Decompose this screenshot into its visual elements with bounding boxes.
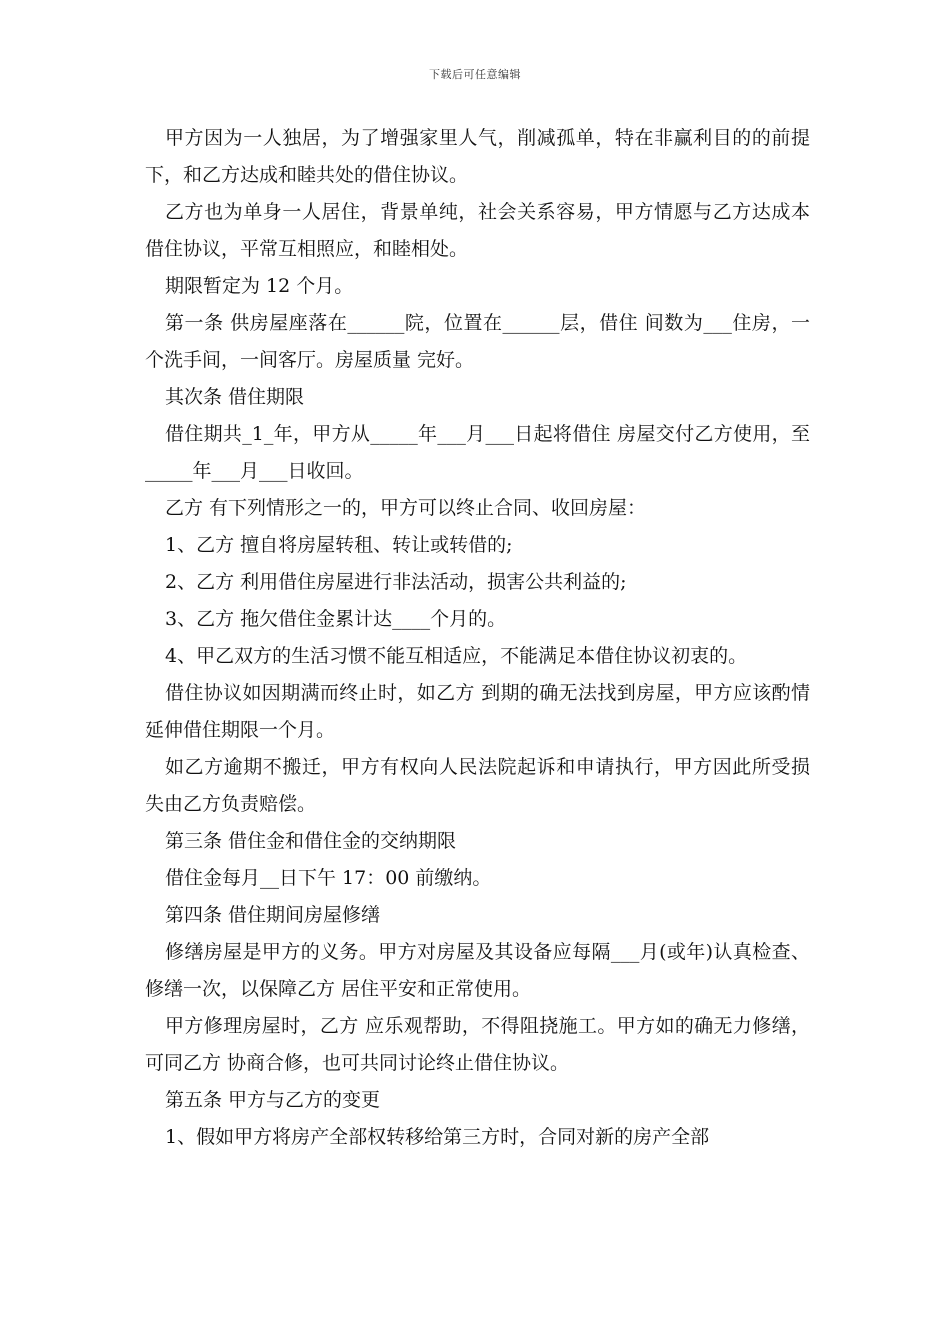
paragraph-16: 第四条 借住期间房屋修缮 — [165, 904, 381, 926]
paragraph-18: 甲方修理房屋时，乙方 应乐观帮助，不得阻挠施工。甲方如的确无力修缮，可同乙方 协商合修，也可共同讨论终止借住协议。 — [145, 1015, 810, 1074]
paragraph-1: 甲方因为一人独居，为了增强家里人气，削减孤单，特在非赢利目的的前提下，和乙方达成和睦共处的借住协议。 — [145, 127, 810, 186]
page-header-note: 下载后可任意编辑 — [429, 68, 521, 81]
paragraph-14: 第三条 借住金和借住金的交纳期限 — [165, 830, 457, 852]
paragraph-13: 如乙方逾期不搬迁，甲方有权向人民法院起诉和申请执行，甲方因此所受损失由乙方负责赔偿。 — [145, 756, 810, 815]
paragraph-12: 借住协议如因期满而终止时，如乙方 到期的确无法找到房屋，甲方应该酌情延伸借住期限一个月。 — [145, 682, 810, 741]
document-body — [145, 120, 810, 1156]
paragraph-3: 期限暂定为 12 个月。 — [165, 275, 354, 297]
paragraph-8: 1、乙方 擅自将房屋转租、转让或转借的; — [165, 534, 513, 556]
paragraph-9: 2、乙方 利用借住房屋进行非法活动，损害公共利益的; — [165, 571, 627, 593]
paragraph-5: 其次条 借住期限 — [165, 386, 305, 408]
paragraph-20: 1、假如甲方将房产全部权转移给第三方时，合同对新的房产全部 — [165, 1126, 710, 1148]
paragraph-11: 4、甲乙双方的生活习惯不能互相适应，不能满足本借住协议初衷的。 — [165, 645, 748, 667]
paragraph-15: 借住金每月__日下午 17：00 前缴纳。 — [165, 867, 492, 889]
paragraph-6: 借住期共_1_年，甲方从_____年___月___日起将借住 房屋交付乙方使用，至_____年___月___日收回。 — [145, 423, 810, 482]
paragraph-19: 第五条 甲方与乙方的变更 — [165, 1089, 381, 1111]
paragraph-2: 乙方也为单身一人居住，背景单纯，社会关系容易，甲方情愿与乙方达成本借住协议，平常互相照应，和睦相处。 — [145, 201, 810, 260]
paragraph-7: 乙方 有下列情形之一的，甲方可以终止合同、收回房屋： — [165, 497, 647, 519]
paragraph-10: 3、乙方 拖欠借住金累计达____个月的。 — [165, 608, 507, 630]
paragraph-4: 第一条 供房屋座落在______院，位置在______层，借住 间数为___住房，一个洗手间，一间客厅。房屋质量 完好。 — [145, 312, 810, 371]
paragraph-17: 修缮房屋是甲方的义务。甲方对房屋及其设备应每隔___月(或年)认真检查、修缮一次，以保障乙方 居住平安和正常使用。 — [145, 941, 810, 1000]
